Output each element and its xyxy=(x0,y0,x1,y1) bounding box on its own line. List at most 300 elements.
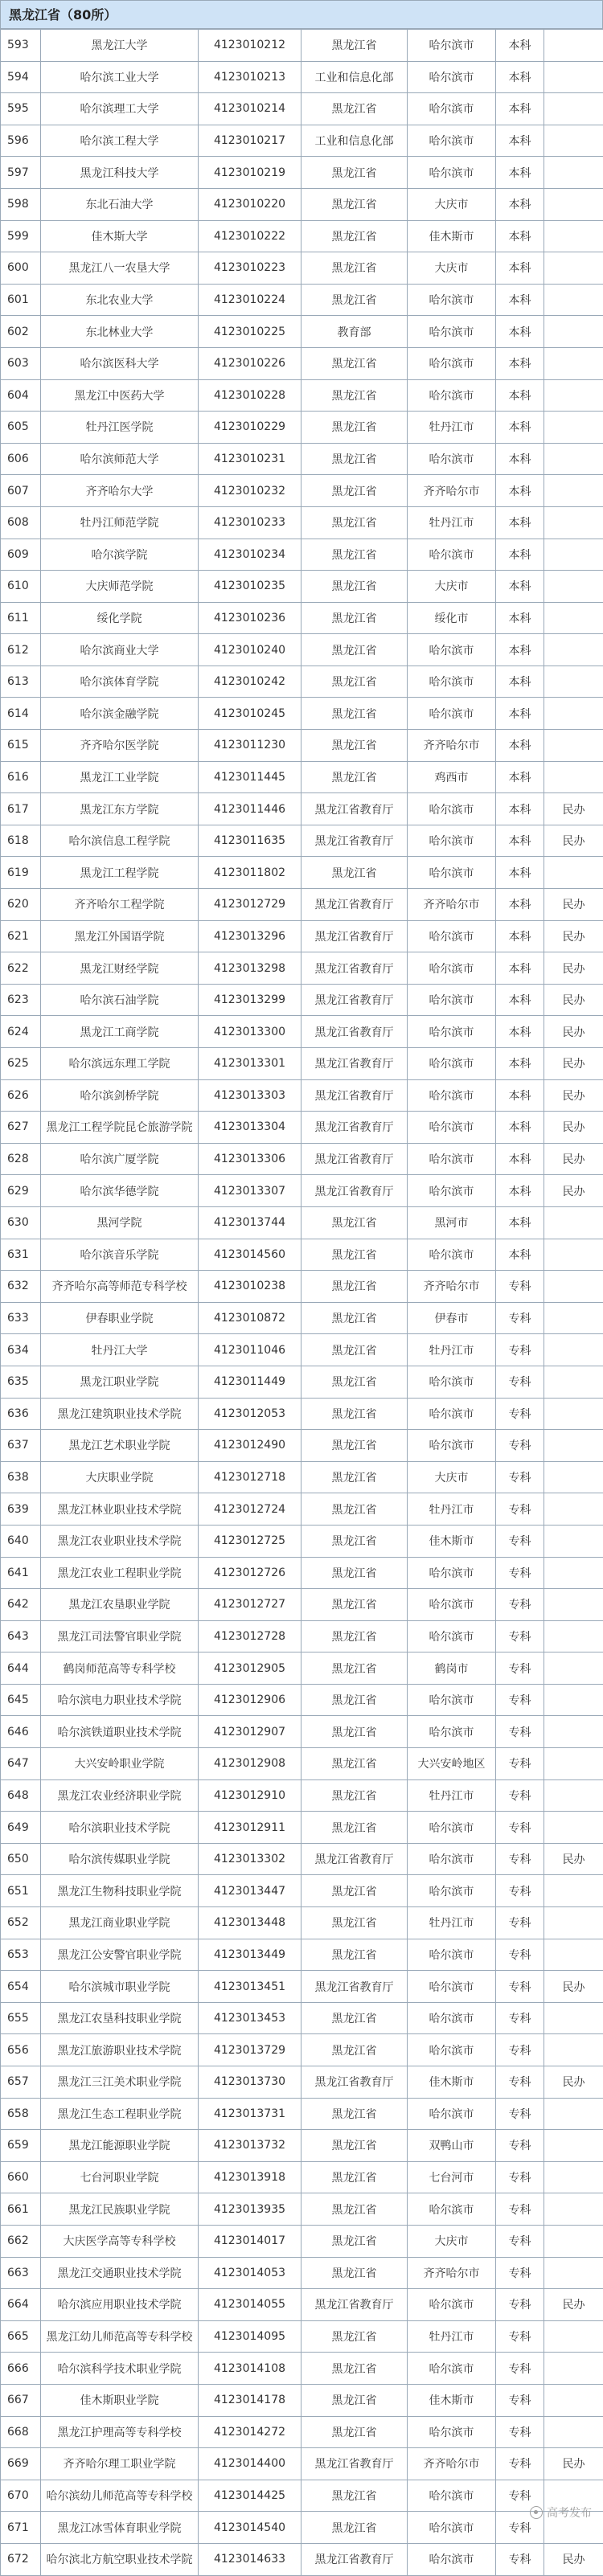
cell-school-code: 4123011230 xyxy=(199,730,302,762)
cell-school-name: 哈尔滨职业技术学院 xyxy=(41,1812,199,1844)
cell-level: 本科 xyxy=(496,157,544,189)
cell-school-code: 4123013453 xyxy=(199,2002,302,2034)
cell-school-name: 哈尔滨师范大学 xyxy=(41,443,199,475)
cell-remark: 民办 xyxy=(544,1048,603,1080)
cell-level: 本科 xyxy=(496,1079,544,1112)
cell-authority: 黑龙江省教育厅 xyxy=(302,2066,408,2099)
cell-authority: 黑龙江省 xyxy=(302,1525,408,1557)
cell-remark: 民办 xyxy=(544,2066,603,2099)
cell-school-code: 4123010214 xyxy=(199,93,302,125)
cell-seq-number: 634 xyxy=(1,1334,41,1366)
cell-seq-number: 617 xyxy=(1,793,41,825)
cell-school-name: 齐齐哈尔工程学院 xyxy=(41,889,199,921)
cell-school-name: 黑龙江生物科技职业学院 xyxy=(41,1875,199,1907)
cell-level: 专科 xyxy=(496,1812,544,1844)
cell-school-name: 黑龙江旅游职业技术学院 xyxy=(41,2034,199,2066)
cell-city: 哈尔滨市 xyxy=(408,793,496,825)
cell-city: 哈尔滨市 xyxy=(408,1175,496,1207)
cell-remark: 民办 xyxy=(544,984,603,1016)
cell-city: 双鸭山市 xyxy=(408,2130,496,2162)
table-row xyxy=(1,2002,603,2034)
cell-city: 哈尔滨市 xyxy=(408,125,496,157)
cell-level: 专科 xyxy=(496,1525,544,1557)
cell-level: 专科 xyxy=(496,1716,544,1748)
cell-school-code: 4123012908 xyxy=(199,1748,302,1780)
table-row xyxy=(1,2193,603,2226)
cell-remark xyxy=(544,730,603,762)
table-row xyxy=(1,1684,603,1716)
cell-school-code: 4123010232 xyxy=(199,475,302,507)
cell-remark xyxy=(544,1239,603,1271)
table-row xyxy=(1,2066,603,2099)
cell-level: 专科 xyxy=(496,2353,544,2385)
cell-level: 本科 xyxy=(496,347,544,379)
cell-remark xyxy=(544,571,603,603)
cell-city: 哈尔滨市 xyxy=(408,1112,496,1144)
cell-school-code: 4123010223 xyxy=(199,252,302,285)
cell-seq-number: 625 xyxy=(1,1048,41,1080)
cell-level: 本科 xyxy=(496,220,544,252)
cell-school-code: 4123010238 xyxy=(199,1271,302,1303)
cell-remark xyxy=(544,61,603,93)
cell-city: 哈尔滨市 xyxy=(408,1398,496,1430)
cell-level: 专科 xyxy=(496,1971,544,2003)
table-row xyxy=(1,571,603,603)
cell-authority: 黑龙江省 xyxy=(302,1206,408,1239)
cell-city: 大庆市 xyxy=(408,1461,496,1493)
cell-school-code: 4123011802 xyxy=(199,857,302,889)
cell-authority: 黑龙江省 xyxy=(302,2098,408,2130)
table-row xyxy=(1,1016,603,1048)
cell-remark xyxy=(544,316,603,348)
cell-authority: 黑龙江省 xyxy=(302,1875,408,1907)
cell-school-code: 4123010226 xyxy=(199,347,302,379)
cell-school-code: 4123013299 xyxy=(199,984,302,1016)
cell-remark xyxy=(544,1430,603,1462)
cell-school-code: 4123014560 xyxy=(199,1239,302,1271)
cell-authority: 黑龙江省教育厅 xyxy=(302,1175,408,1207)
cell-school-name: 伊春职业学院 xyxy=(41,1302,199,1334)
cell-authority: 黑龙江省 xyxy=(302,220,408,252)
cell-seq-number: 637 xyxy=(1,1430,41,1462)
cell-school-code: 4123013307 xyxy=(199,1175,302,1207)
cell-city: 大庆市 xyxy=(408,2225,496,2257)
cell-city: 哈尔滨市 xyxy=(408,2193,496,2226)
cell-seq-number: 611 xyxy=(1,602,41,634)
cell-remark xyxy=(544,2130,603,2162)
cell-remark xyxy=(544,2034,603,2066)
cell-city: 哈尔滨市 xyxy=(408,1971,496,2003)
cell-remark: 民办 xyxy=(544,793,603,825)
cell-remark xyxy=(544,252,603,285)
cell-level: 专科 xyxy=(496,1843,544,1875)
cell-authority: 黑龙江省 xyxy=(302,1907,408,1939)
table-row xyxy=(1,984,603,1016)
cell-school-code: 4123013302 xyxy=(199,1843,302,1875)
cell-remark xyxy=(544,2002,603,2034)
cell-school-code: 4123010212 xyxy=(199,30,302,62)
cell-level: 专科 xyxy=(496,2416,544,2448)
table-row xyxy=(1,1398,603,1430)
cell-school-code: 4123014178 xyxy=(199,2384,302,2416)
cell-city: 齐齐哈尔市 xyxy=(408,889,496,921)
table-row xyxy=(1,1206,603,1239)
table-row xyxy=(1,475,603,507)
cell-school-name: 哈尔滨商业大学 xyxy=(41,634,199,666)
table-row xyxy=(1,125,603,157)
cell-seq-number: 610 xyxy=(1,571,41,603)
cell-school-code: 4123014540 xyxy=(199,2512,302,2544)
cell-seq-number: 672 xyxy=(1,2543,41,2575)
cell-remark xyxy=(544,1716,603,1748)
cell-level: 本科 xyxy=(496,634,544,666)
cell-school-code: 4123013449 xyxy=(199,1939,302,1971)
cell-city: 哈尔滨市 xyxy=(408,2289,496,2321)
cell-level: 本科 xyxy=(496,1239,544,1271)
table-row xyxy=(1,2130,603,2162)
cell-remark xyxy=(544,93,603,125)
cell-remark xyxy=(544,1525,603,1557)
cell-school-name: 哈尔滨铁道职业技术学院 xyxy=(41,1716,199,1748)
cell-level: 专科 xyxy=(496,2289,544,2321)
table-row xyxy=(1,1907,603,1939)
cell-school-code: 4123010229 xyxy=(199,412,302,444)
cell-school-name: 黑龙江司法警官职业学院 xyxy=(41,1620,199,1652)
cell-school-code: 4123014017 xyxy=(199,2225,302,2257)
cell-level: 本科 xyxy=(496,1112,544,1144)
cell-remark xyxy=(544,1271,603,1303)
cell-level: 专科 xyxy=(496,2512,544,2544)
cell-authority: 黑龙江省教育厅 xyxy=(302,2289,408,2321)
cell-school-name: 黑龙江工商学院 xyxy=(41,1016,199,1048)
cell-city: 哈尔滨市 xyxy=(408,2353,496,2385)
cell-school-code: 4123013730 xyxy=(199,2066,302,2099)
table-row xyxy=(1,1143,603,1175)
cell-seq-number: 667 xyxy=(1,2384,41,2416)
cell-city: 大兴安岭地区 xyxy=(408,1748,496,1780)
cell-seq-number: 654 xyxy=(1,1971,41,2003)
cell-seq-number: 594 xyxy=(1,61,41,93)
cell-city: 哈尔滨市 xyxy=(408,1430,496,1462)
cell-remark xyxy=(544,1206,603,1239)
cell-school-code: 4123013306 xyxy=(199,1143,302,1175)
cell-seq-number: 639 xyxy=(1,1493,41,1526)
cell-authority: 黑龙江省 xyxy=(302,2480,408,2512)
cell-remark xyxy=(544,1589,603,1621)
cell-authority: 黑龙江省 xyxy=(302,730,408,762)
cell-city: 哈尔滨市 xyxy=(408,93,496,125)
cell-city: 哈尔滨市 xyxy=(408,1016,496,1048)
cell-authority: 黑龙江省 xyxy=(302,857,408,889)
table-row xyxy=(1,1971,603,2003)
cell-authority: 黑龙江省 xyxy=(302,252,408,285)
cell-school-name: 黑龙江工程学院 xyxy=(41,857,199,889)
cell-authority: 黑龙江省 xyxy=(302,1461,408,1493)
cell-school-name: 哈尔滨广厦学院 xyxy=(41,1143,199,1175)
cell-seq-number: 664 xyxy=(1,2289,41,2321)
cell-school-code: 4123013451 xyxy=(199,1971,302,2003)
cell-authority: 黑龙江省 xyxy=(302,1239,408,1271)
cell-level: 专科 xyxy=(496,1398,544,1430)
cell-school-code: 4123012911 xyxy=(199,1812,302,1844)
table-row xyxy=(1,316,603,348)
cell-city: 哈尔滨市 xyxy=(408,825,496,857)
cell-school-name: 黑龙江林业职业技术学院 xyxy=(41,1493,199,1526)
cell-level: 专科 xyxy=(496,2257,544,2289)
cell-authority: 黑龙江省教育厅 xyxy=(302,1843,408,1875)
cell-remark xyxy=(544,1748,603,1780)
cell-authority: 教育部 xyxy=(302,316,408,348)
cell-authority: 黑龙江省教育厅 xyxy=(302,952,408,985)
cell-city: 哈尔滨市 xyxy=(408,2002,496,2034)
cell-city: 哈尔滨市 xyxy=(408,1875,496,1907)
cell-school-name: 哈尔滨应用职业技术学院 xyxy=(41,2289,199,2321)
cell-seq-number: 650 xyxy=(1,1843,41,1875)
cell-level: 本科 xyxy=(496,125,544,157)
table-row xyxy=(1,2543,603,2575)
cell-seq-number: 602 xyxy=(1,316,41,348)
cell-school-name: 齐齐哈尔理工职业学院 xyxy=(41,2448,199,2480)
cell-remark xyxy=(544,1620,603,1652)
cell-seq-number: 644 xyxy=(1,1652,41,1685)
cell-remark xyxy=(544,347,603,379)
cell-remark: 民办 xyxy=(544,889,603,921)
cell-school-code: 4123013298 xyxy=(199,952,302,985)
table-row xyxy=(1,2512,603,2544)
table-row xyxy=(1,1302,603,1334)
cell-city: 哈尔滨市 xyxy=(408,698,496,730)
cell-school-code: 4123010217 xyxy=(199,125,302,157)
cell-seq-number: 640 xyxy=(1,1525,41,1557)
cell-city: 哈尔滨市 xyxy=(408,952,496,985)
cell-remark: 民办 xyxy=(544,1971,603,2003)
cell-school-name: 哈尔滨远东理工学院 xyxy=(41,1048,199,1080)
cell-level: 本科 xyxy=(496,252,544,285)
cell-school-name: 牡丹江大学 xyxy=(41,1334,199,1366)
cell-level: 专科 xyxy=(496,1271,544,1303)
cell-seq-number: 619 xyxy=(1,857,41,889)
cell-school-name: 哈尔滨华德学院 xyxy=(41,1175,199,1207)
cell-remark: 民办 xyxy=(544,1843,603,1875)
cell-school-code: 4123010233 xyxy=(199,506,302,539)
cell-level: 专科 xyxy=(496,1684,544,1716)
table-row xyxy=(1,1812,603,1844)
cell-seq-number: 616 xyxy=(1,761,41,793)
cell-authority: 黑龙江省 xyxy=(302,634,408,666)
cell-remark xyxy=(544,1557,603,1589)
cell-authority: 黑龙江省 xyxy=(302,2416,408,2448)
cell-remark xyxy=(544,1461,603,1493)
cell-school-code: 4123013448 xyxy=(199,1907,302,1939)
cell-city: 哈尔滨市 xyxy=(408,61,496,93)
cell-school-code: 4123014108 xyxy=(199,2353,302,2385)
cell-level: 专科 xyxy=(496,2066,544,2099)
cell-authority: 黑龙江省教育厅 xyxy=(302,2543,408,2575)
cell-level: 本科 xyxy=(496,188,544,220)
cell-level: 本科 xyxy=(496,316,544,348)
cell-school-name: 佳木斯大学 xyxy=(41,220,199,252)
cell-seq-number: 626 xyxy=(1,1079,41,1112)
cell-authority: 黑龙江省 xyxy=(302,1748,408,1780)
cell-city: 哈尔滨市 xyxy=(408,1843,496,1875)
table-row xyxy=(1,1175,603,1207)
cell-remark xyxy=(544,188,603,220)
cell-level: 专科 xyxy=(496,1748,544,1780)
cell-school-name: 哈尔滨北方航空职业技术学院 xyxy=(41,2543,199,2575)
cell-seq-number: 652 xyxy=(1,1907,41,1939)
table-row xyxy=(1,1048,603,1080)
table-row xyxy=(1,1112,603,1144)
cell-seq-number: 653 xyxy=(1,1939,41,1971)
cell-remark xyxy=(544,1875,603,1907)
cell-seq-number: 627 xyxy=(1,1112,41,1144)
table-row xyxy=(1,1589,603,1621)
cell-school-code: 4123010236 xyxy=(199,602,302,634)
cell-remark: 民办 xyxy=(544,1143,603,1175)
cell-authority: 黑龙江省 xyxy=(302,2257,408,2289)
table-row xyxy=(1,1525,603,1557)
cell-city: 哈尔滨市 xyxy=(408,1143,496,1175)
table-row xyxy=(1,602,603,634)
cell-city: 哈尔滨市 xyxy=(408,2480,496,2512)
cell-school-name: 黑龙江工业学院 xyxy=(41,761,199,793)
cell-seq-number: 649 xyxy=(1,1812,41,1844)
table-row xyxy=(1,1079,603,1112)
cell-school-name: 大庆医学高等专科学校 xyxy=(41,2225,199,2257)
cell-authority: 黑龙江省教育厅 xyxy=(302,889,408,921)
cell-level: 专科 xyxy=(496,1334,544,1366)
cell-level: 本科 xyxy=(496,1016,544,1048)
cell-authority: 黑龙江省 xyxy=(302,1302,408,1334)
cell-school-code: 4123010231 xyxy=(199,443,302,475)
cell-authority: 黑龙江省 xyxy=(302,30,408,62)
table-row xyxy=(1,1271,603,1303)
cell-school-name: 哈尔滨石油学院 xyxy=(41,984,199,1016)
cell-authority: 黑龙江省 xyxy=(302,1620,408,1652)
cell-seq-number: 622 xyxy=(1,952,41,985)
cell-seq-number: 658 xyxy=(1,2098,41,2130)
cell-authority: 黑龙江省教育厅 xyxy=(302,984,408,1016)
cell-remark xyxy=(544,2098,603,2130)
cell-school-code: 4123012906 xyxy=(199,1684,302,1716)
cell-level: 专科 xyxy=(496,2384,544,2416)
cell-school-name: 黑龙江民族职业学院 xyxy=(41,2193,199,2226)
table-row xyxy=(1,506,603,539)
cell-seq-number: 623 xyxy=(1,984,41,1016)
cell-school-code: 4123013300 xyxy=(199,1016,302,1048)
cell-authority: 黑龙江省教育厅 xyxy=(302,2448,408,2480)
cell-level: 本科 xyxy=(496,1048,544,1080)
cell-seq-number: 655 xyxy=(1,2002,41,2034)
table-row xyxy=(1,93,603,125)
table-row xyxy=(1,1493,603,1526)
table-row xyxy=(1,2353,603,2385)
cell-city: 哈尔滨市 xyxy=(408,984,496,1016)
cell-seq-number: 593 xyxy=(1,30,41,62)
cell-school-code: 4123011635 xyxy=(199,825,302,857)
cell-authority: 黑龙江省 xyxy=(302,698,408,730)
cell-school-name: 哈尔滨学院 xyxy=(41,539,199,571)
cell-city: 佳木斯市 xyxy=(408,2066,496,2099)
cell-city: 黑河市 xyxy=(408,1206,496,1239)
cell-remark xyxy=(544,220,603,252)
cell-city: 牡丹江市 xyxy=(408,1493,496,1526)
cell-school-name: 黑龙江农垦科技职业学院 xyxy=(41,2002,199,2034)
cell-school-name: 七台河职业学院 xyxy=(41,2161,199,2193)
cell-remark xyxy=(544,602,603,634)
cell-school-name: 齐齐哈尔医学院 xyxy=(41,730,199,762)
cell-remark xyxy=(544,1907,603,1939)
cell-school-code: 4123014400 xyxy=(199,2448,302,2480)
cell-level: 专科 xyxy=(496,2225,544,2257)
cell-school-code: 4123011449 xyxy=(199,1366,302,1398)
table-row xyxy=(1,698,603,730)
cell-city: 哈尔滨市 xyxy=(408,634,496,666)
cell-authority: 黑龙江省 xyxy=(302,2002,408,2034)
cell-city: 哈尔滨市 xyxy=(408,1079,496,1112)
table-row xyxy=(1,634,603,666)
cell-authority: 黑龙江省教育厅 xyxy=(302,1143,408,1175)
watermark-text: 高考发布 xyxy=(547,2504,592,2521)
table-row xyxy=(1,2448,603,2480)
cell-seq-number: 598 xyxy=(1,188,41,220)
cell-remark xyxy=(544,634,603,666)
table-row xyxy=(1,2289,603,2321)
table-row xyxy=(1,443,603,475)
cell-authority: 黑龙江省 xyxy=(302,347,408,379)
table-row xyxy=(1,2225,603,2257)
table-row xyxy=(1,1843,603,1875)
cell-remark: 民办 xyxy=(544,1079,603,1112)
cell-authority: 黑龙江省 xyxy=(302,666,408,698)
cell-school-name: 齐齐哈尔高等师范专科学校 xyxy=(41,1271,199,1303)
cell-city: 齐齐哈尔市 xyxy=(408,1271,496,1303)
wechat-logo-icon xyxy=(530,2506,543,2519)
cell-city: 齐齐哈尔市 xyxy=(408,730,496,762)
cell-city: 哈尔滨市 xyxy=(408,2034,496,2066)
cell-authority: 黑龙江省 xyxy=(302,1366,408,1398)
cell-seq-number: 662 xyxy=(1,2225,41,2257)
cell-school-name: 哈尔滨城市职业学院 xyxy=(41,1971,199,2003)
cell-remark: 民办 xyxy=(544,1175,603,1207)
university-table xyxy=(0,29,603,2576)
cell-city: 哈尔滨市 xyxy=(408,666,496,698)
table-row xyxy=(1,412,603,444)
table-row xyxy=(1,920,603,952)
table-row xyxy=(1,157,603,189)
cell-authority: 黑龙江省 xyxy=(302,412,408,444)
cell-level: 本科 xyxy=(496,698,544,730)
cell-authority: 黑龙江省 xyxy=(302,1589,408,1621)
cell-school-name: 东北石油大学 xyxy=(41,188,199,220)
cell-school-name: 黑龙江农业经济职业学院 xyxy=(41,1779,199,1812)
cell-school-name: 大兴安岭职业学院 xyxy=(41,1748,199,1780)
cell-seq-number: 659 xyxy=(1,2130,41,2162)
cell-remark: 民办 xyxy=(544,2448,603,2480)
cell-seq-number: 646 xyxy=(1,1716,41,1748)
cell-school-name: 黑龙江公安警官职业学院 xyxy=(41,1939,199,1971)
cell-school-name: 黑龙江外国语学院 xyxy=(41,920,199,952)
cell-level: 专科 xyxy=(496,1461,544,1493)
cell-school-code: 4123010222 xyxy=(199,220,302,252)
cell-remark xyxy=(544,2225,603,2257)
cell-school-code: 4123010225 xyxy=(199,316,302,348)
cell-city: 佳木斯市 xyxy=(408,1525,496,1557)
cell-remark: 民办 xyxy=(544,952,603,985)
cell-school-code: 4123013731 xyxy=(199,2098,302,2130)
cell-remark xyxy=(544,2161,603,2193)
cell-remark xyxy=(544,443,603,475)
